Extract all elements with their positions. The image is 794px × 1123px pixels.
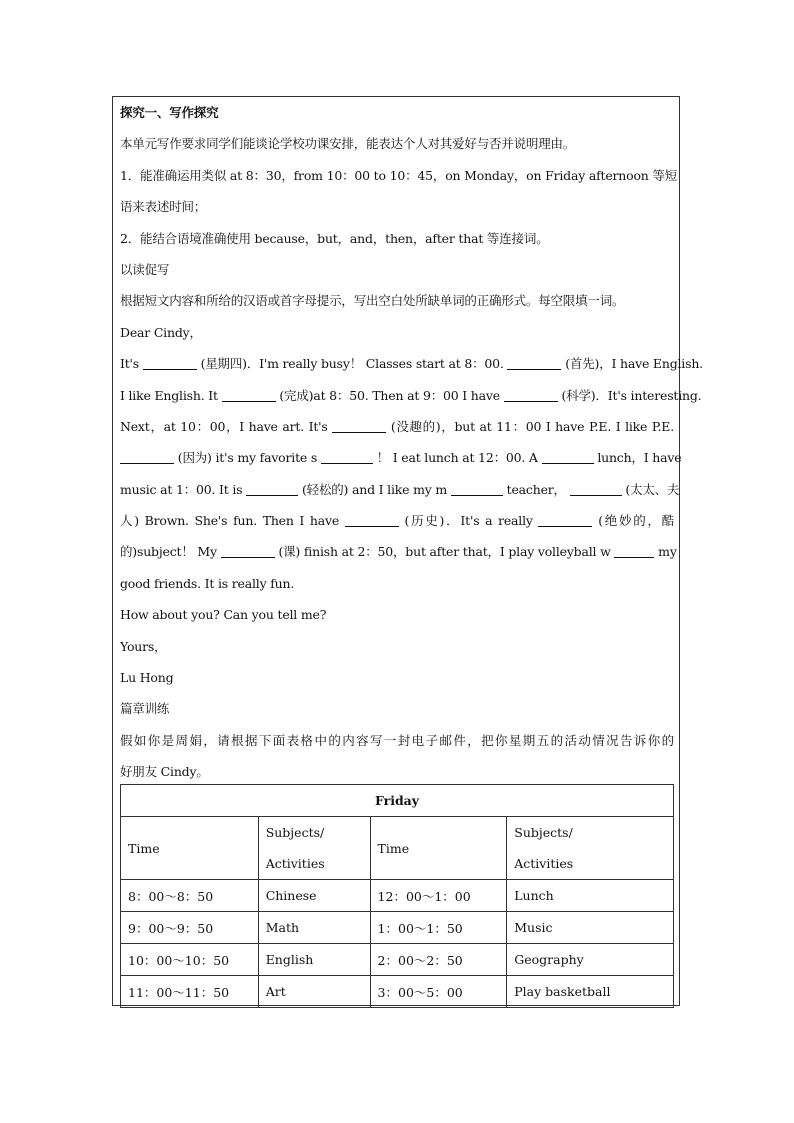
salutation: Dear Cindy， (120, 324, 202, 340)
time-cell: 11：00～11：50 (121, 976, 259, 1008)
intro-text: 本单元写作要求同学们能谈论学校功课安排，能表达个人对其爱好与否并说明理由。 (120, 136, 576, 152)
blank-9[interactable] (246, 481, 298, 496)
writing-task-cont: 好朋友 Cindy。 (120, 764, 209, 780)
blank-3[interactable] (222, 387, 276, 402)
table-row (121, 944, 674, 976)
writing-heading: 篇章训练 (120, 701, 170, 717)
passage-text: (轻松的) and I like my m (301, 481, 448, 497)
blank-8[interactable] (542, 449, 594, 464)
passage-text: I like English. It (120, 387, 218, 403)
passage-text: lunch，I have (597, 450, 682, 466)
passage-text: (太太、夫 (625, 481, 680, 497)
point-1: 1．能准确运用类似 at 8：30，from 10：00 to 10：45，on Monday，on Friday afternoon 等短 (120, 167, 678, 183)
reading-instruction: 根据短文内容和所给的汉语或首字母提示，写出空白处所缺单词的正确形式。每空限填一词。 (120, 293, 625, 309)
passage-text: my (658, 544, 677, 560)
passage-text: (完成)at 8：50. Then at 9：00 I have (279, 387, 500, 403)
passage-text: teacher， (506, 481, 566, 497)
header-subjects-1 (258, 817, 370, 880)
writing-task: 假如你是周娟，请根据下面表格中的内容写一封电子邮件，把你星期五的活动情况告诉你的 (120, 732, 674, 748)
time-cell: 12：00～1：00 (370, 880, 507, 912)
table-title-row (121, 785, 674, 817)
content (120, 97, 703, 788)
point-2: 2．能结合语境准确使用 because，but，and，then，after that 等连接词。 (120, 230, 549, 246)
section-heading: 探究一、写作探究 (120, 105, 219, 120)
subject-cell: Chinese (258, 880, 370, 912)
passage-line-1 (120, 348, 703, 379)
subject-cell: English (258, 944, 370, 976)
header-subjects-2 (507, 817, 674, 880)
subject-cell: Art (258, 976, 370, 1008)
subject-cell: Play basketball (507, 976, 674, 1008)
closing: Yours， (120, 638, 167, 654)
table-header-row (121, 817, 674, 880)
passage-text: (课) finish at 2：50，but after that，I play volleyball w (278, 544, 611, 560)
passage-text: Next，at 10：00，I have art. It's (120, 418, 328, 434)
passage-text: ！ I eat lunch at 12：00. A (376, 450, 538, 466)
passage-text: (星期四)．I'm really busy！ Classes start at 8：00. (200, 356, 504, 372)
header-time-1: Time (121, 817, 259, 880)
signature: Lu Hong (120, 670, 174, 686)
passage-text: 人) Brown. She's fun. Then I have (120, 513, 340, 529)
blank-5[interactable] (332, 418, 386, 433)
passage-line-8: good friends. It is really fun. (120, 575, 295, 591)
time-cell: 9：00～9：50 (121, 912, 259, 944)
blank-6[interactable] (120, 449, 174, 464)
blank-12[interactable] (345, 512, 399, 527)
point-1-cont: 语来表述时间； (120, 199, 207, 215)
blank-1[interactable] (143, 355, 197, 370)
time-cell: 2：00～2：50 (370, 944, 507, 976)
passage-text: (科学)．It's interesting. (561, 387, 702, 403)
passage-line-2 (120, 380, 702, 411)
time-cell: 3：00～5：00 (370, 976, 507, 1008)
blank-10[interactable] (451, 481, 503, 496)
blank-13[interactable] (538, 512, 592, 527)
passage-text: 的)subject！ My (120, 544, 217, 560)
passage-line-6 (120, 505, 674, 536)
passage-text: (没趣的)，but at 11：00 I have P.E. I like P.E. (390, 418, 675, 434)
blank-15[interactable] (614, 543, 654, 558)
blank-7[interactable] (321, 449, 373, 464)
passage-text: (历史)．It's a really (404, 513, 533, 529)
header-subjects-line-1: Subjects/ (514, 825, 573, 840)
passage-text: It's (120, 356, 140, 372)
passage-line-4 (120, 442, 682, 473)
passage-text: (因为) it's my favorite s (177, 450, 318, 466)
time-cell: 1：00～1：50 (370, 912, 507, 944)
blank-11[interactable] (570, 481, 622, 496)
time-cell: 10：00～10：50 (121, 944, 259, 976)
header-subjects-line-1: Subjects/ (265, 825, 325, 840)
passage-line-5 (120, 474, 680, 505)
blank-2[interactable] (507, 355, 561, 370)
schedule-table (120, 784, 674, 1008)
passage-text: (绝妙的，酷 (598, 513, 675, 529)
time-cell: 8：00～8：50 (121, 880, 259, 912)
reading-heading: 以读促写 (120, 261, 170, 277)
passage-line-3 (120, 411, 674, 442)
question-line: How about you? Can you tell me? (120, 607, 327, 623)
passage-text: (首先)，I have English. (565, 356, 703, 372)
subject-cell: Lunch (507, 880, 674, 912)
blank-14[interactable] (221, 543, 275, 558)
table-row (121, 880, 674, 912)
passage-line-7 (120, 536, 677, 567)
table-row (121, 976, 674, 1008)
header-subjects-line-2: Activities (265, 856, 325, 871)
subject-cell: Math (258, 912, 370, 944)
subject-cell: Geography (507, 944, 674, 976)
header-subjects-line-2: Activities (514, 856, 574, 871)
table-title: Friday (121, 785, 674, 817)
header-time-2: Time (370, 817, 507, 880)
passage-text: music at 1：00. It is (120, 481, 243, 497)
blank-4[interactable] (504, 387, 558, 402)
table-row (121, 912, 674, 944)
subject-cell: Music (507, 912, 674, 944)
page-frame (112, 96, 703, 1006)
